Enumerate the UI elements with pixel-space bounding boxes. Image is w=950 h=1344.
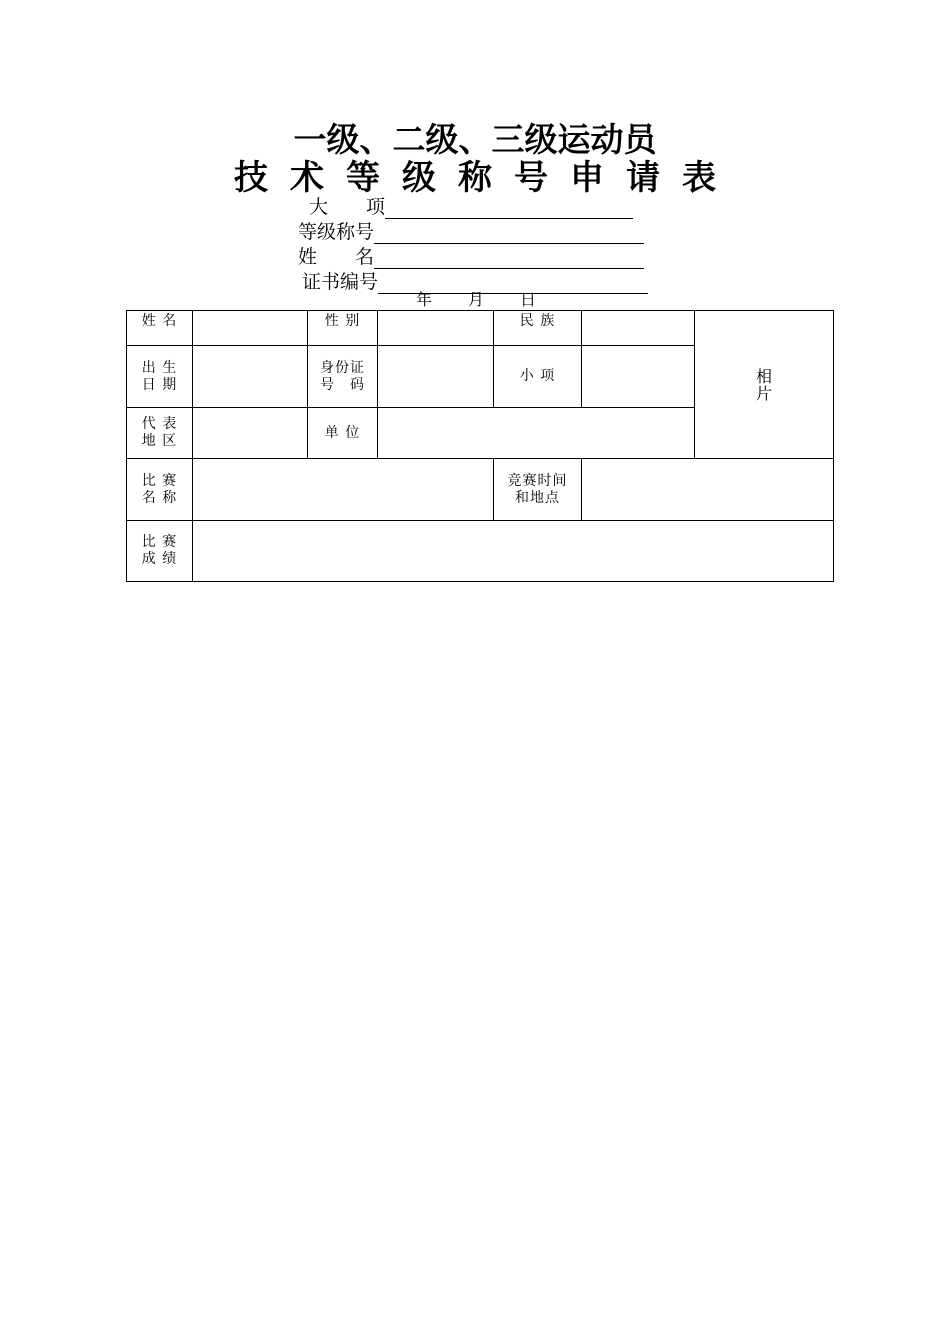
id-label-2: 号 码 [320, 376, 365, 393]
result-label-2: 成 绩 [141, 551, 178, 567]
result-label-1: 比 赛 [141, 534, 178, 550]
photo-cell[interactable] [695, 311, 834, 459]
date-day: 日 [520, 290, 537, 309]
table-row [127, 311, 834, 346]
ethnicity-label-cell [494, 311, 582, 346]
table-row [127, 459, 834, 521]
result-label-cell [127, 521, 193, 582]
name-label-cell [127, 311, 193, 346]
id-value-cell[interactable] [378, 346, 494, 408]
birth-label-cell [127, 346, 193, 408]
match-time-label-cell [494, 459, 582, 521]
applicant-name-line [298, 245, 644, 269]
form-title-line2: 技术等级称号申请表 [234, 158, 738, 198]
sub-item-label: 小 项 [519, 368, 556, 384]
ethnicity-value-cell[interactable] [582, 311, 695, 346]
applicant-name-field[interactable] [374, 248, 644, 269]
match-name-label-2: 名 称 [141, 489, 178, 506]
region-label-2: 地 区 [141, 433, 178, 449]
grade-title-line [298, 220, 644, 244]
birth-value-cell[interactable] [193, 346, 308, 408]
name-value-cell[interactable] [193, 311, 308, 346]
birth-label-2: 日 期 [141, 376, 178, 393]
unit-value-cell[interactable] [378, 408, 695, 459]
match-time-label-1: 竞赛时间 [507, 472, 568, 489]
gender-label-cell [308, 311, 378, 346]
photo-label-1: 相 [755, 366, 772, 386]
birth-label-1: 出 生 [141, 359, 178, 376]
grade-title-label: 等级称号 [298, 221, 375, 243]
form-title-line1: 一级、二级、三级运动员 [293, 120, 657, 159]
gender-value-cell[interactable] [378, 311, 494, 346]
region-label-cell [127, 408, 193, 459]
photo-label-2: 片 [755, 383, 772, 403]
table-row [127, 521, 834, 582]
date-line [416, 290, 536, 310]
date-month: 月 [468, 290, 485, 309]
major-item-label: 大 项 [309, 196, 386, 218]
match-time-label-2: 和地点 [515, 489, 560, 506]
unit-label-cell [308, 408, 378, 459]
application-form-table [126, 310, 834, 582]
id-label-1: 身份证 [320, 359, 365, 376]
match-time-value-cell[interactable] [582, 459, 834, 521]
applicant-name-label: 姓 名 [298, 246, 375, 268]
unit-label: 单 位 [324, 424, 361, 441]
certificate-no-label: 证书编号 [302, 271, 379, 293]
match-name-label-1: 比 赛 [141, 472, 178, 489]
major-item-field[interactable] [385, 198, 633, 219]
gender-label: 性 别 [324, 313, 361, 329]
sub-item-label-cell [494, 346, 582, 408]
name-label: 姓 名 [141, 313, 178, 329]
ethnicity-label: 民 族 [519, 313, 556, 329]
result-value-cell[interactable] [193, 521, 834, 582]
major-item-line [309, 195, 633, 219]
grade-title-field[interactable] [374, 223, 644, 244]
match-name-value-cell[interactable] [193, 459, 494, 521]
id-label-cell [308, 346, 378, 408]
date-year: 年 [416, 290, 433, 309]
region-value-cell[interactable] [193, 408, 308, 459]
match-name-label-cell [127, 459, 193, 521]
region-label-1: 代 表 [141, 416, 178, 432]
sub-item-value-cell[interactable] [582, 346, 695, 408]
